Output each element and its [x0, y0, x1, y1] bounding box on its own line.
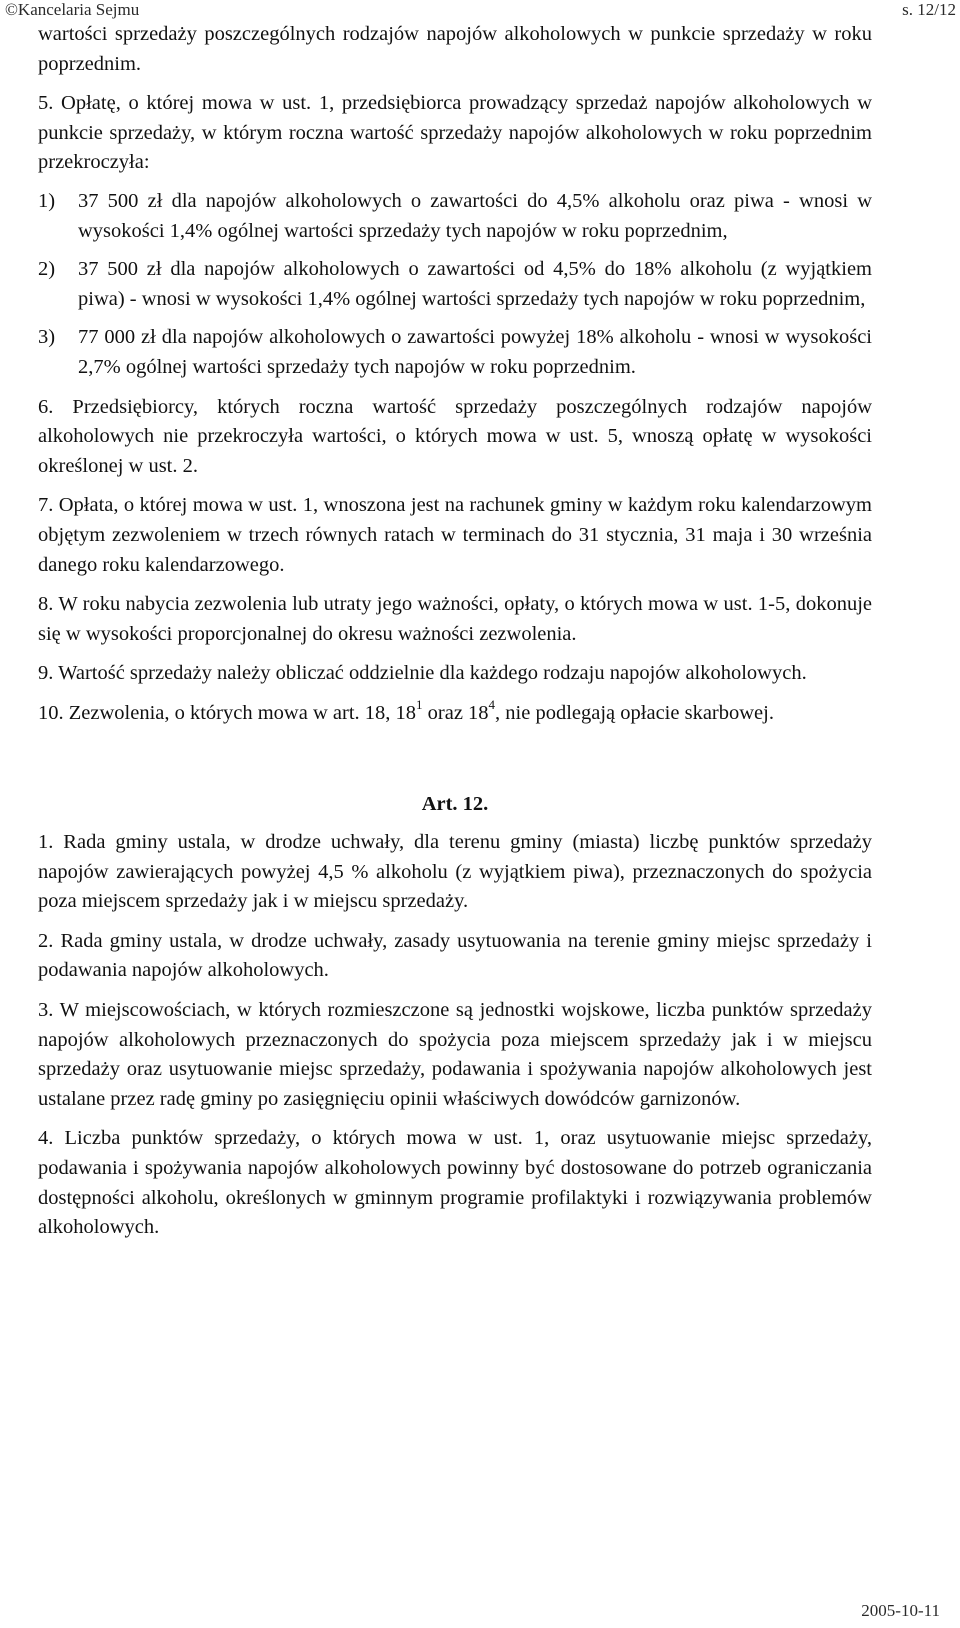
art12-p3 — [38, 996, 872, 1114]
art11-p10 — [38, 699, 872, 729]
superscript-b: 4 — [488, 697, 496, 713]
paragraph-text-c: , nie podlegają opłacie skarbowej. — [495, 701, 774, 724]
paragraph-text: Opłatę, o której mowa w ust. 1, przedsiębiorca prowadzący sprzedaż napojów alkoholowych w punkcie sprzedaży, w którym roczna wartość sprzedaży napojów alkoholowych w roku poprzednim przekroczyła: — [38, 92, 873, 174]
art11-p4-tail: wartości sprzedaży poszczególnych rodzajów napojów alkoholowych w punkcie sprzedaży w roku poprzednim. — [38, 23, 872, 75]
article-title: Art. 12. — [421, 793, 489, 816]
item-number: 3) — [38, 326, 56, 349]
paragraph-text-b: oraz 18 — [422, 701, 489, 724]
header-page-number: s. 12/12 — [902, 0, 956, 19]
item-text: 37 500 zł dla napojów alkoholowych o zawartości od 4,5% do 18% alkoholu (z wyjątkiem piwa) - wnosi w wysokości 1,4% ogólnej wartości sprzedaży tych napojów w roku poprzednim, — [78, 258, 872, 310]
paragraph-number: 2. — [38, 929, 54, 952]
paragraph-number: 6. — [38, 395, 54, 418]
art11-p5-item-2 — [38, 255, 872, 314]
art12-p2 — [38, 927, 872, 986]
art11-p9 — [38, 659, 872, 689]
paragraph-number: 3. — [38, 999, 54, 1022]
paragraph-number: 4. — [38, 1127, 54, 1150]
paragraph-number: 1. — [38, 831, 54, 854]
art11-p6 — [38, 393, 872, 482]
paragraph-text: W miejscowościach, w których rozmieszczone są jednostki wojskowe, liczba punktów sprzedaży napojów alkoholowych przeznaczonych do spożycia poza miejscem sprzedaży jak i w miejscu sprzedaży oraz usytuowanie miejsc sprzedaży, podawania i spożywania napojów alkoholowych jest ustalane przez radę gminy po zasięgnięciu opinii właściwych dowódców garnizonów. — [38, 999, 872, 1110]
art11-p5 — [38, 89, 872, 178]
art11-p5-item-1 — [38, 187, 872, 246]
paragraph-text: Rada gminy ustala, w drodze uchwały, zasady usytuowania na terenie gminy miejsc sprzedaży i podawania napojów alkoholowych. — [38, 929, 872, 982]
paragraph-text: Rada gminy ustala, w drodze uchwały, dla terenu gminy (miasta) liczbę punktów sprzedaży napojów zawierających powyżej 4,5 % alkoholu (z wyjątkiem piwa), przeznaczonych do spożycia poza miejscem sprzedaży jak i w miejscu sprzedaży. — [38, 831, 873, 913]
header-source: ©Kancelaria Sejmu — [5, 0, 140, 19]
paragraph-text: Liczba punktów sprzedaży, o których mowa w ust. 1, oraz usytuowanie miejsc sprzedaży, podawania i spożywania napojów alkoholowych powinny być dostosowane do potrzeb ograniczania dostępności alkoholu, określonych w gminnym programie profilaktyki i rozwiązywania problemów alkoholowych. — [38, 1127, 872, 1239]
paragraph-text: W roku nabycia zezwolenia lub utraty jego ważności, opłaty, o których mowa w ust. 1-5, dokonuje się w wysokości proporcjonalnej do okresu ważności zezwolenia. — [38, 593, 873, 645]
paragraph-text: Wartość sprzedaży należy obliczać oddzielnie dla każdego rodzaju napojów alkoholowych. — [58, 662, 807, 685]
footer-date: 2005-10-11 — [861, 1601, 940, 1620]
item-text: 77 000 zł dla napojów alkoholowych o zawartości powyżej 18% alkoholu - wnosi w wysokości 2,7% ogólnej wartości sprzedaży tych napojów w roku poprzednim. — [78, 326, 872, 378]
art11-p7 — [38, 491, 872, 580]
item-text: 37 500 zł dla napojów alkoholowych o zawartości do 4,5% alkoholu oraz piwa - wnosi w wysokości 1,4% ogólnej wartości sprzedaży tych napojów w roku poprzednim, — [78, 189, 872, 242]
paragraph-number: 10. — [38, 701, 64, 724]
paragraph-number: 9. — [38, 662, 54, 685]
paragraph-text: Przedsiębiorcy, których roczna wartość sprzedaży poszczególnych rodzajów napojów alkoholowych nie przekroczyła wartości, o których mowa w ust. 5, wnoszą opłatę w wysokości określonej w ust. 2. — [38, 395, 873, 477]
paragraph-number: 8. — [38, 593, 54, 616]
document-body — [38, 20, 872, 1243]
art11-p8 — [38, 590, 872, 649]
superscript-a: 1 — [416, 697, 423, 713]
paragraph-number: 5. — [38, 92, 54, 115]
item-number: 2) — [38, 258, 56, 281]
item-number: 1) — [38, 189, 56, 212]
paragraph-text: Opłata, o której mowa w ust. 1, wnoszona jest na rachunek gminy w każdym roku kalendarzowym objętym zezwoleniem w trzech równych ratach w terminach do 31 stycznia, 31 maja i 30 września danego roku kalendarzowego. — [38, 494, 872, 576]
paragraph-text-a: Zezwolenia, o których mowa w art. 18, 18 — [68, 701, 417, 724]
art11-p5-item-3 — [38, 323, 872, 382]
art12-p4 — [38, 1124, 872, 1242]
art12-p1 — [38, 828, 872, 917]
paragraph-number: 7. — [38, 494, 54, 517]
